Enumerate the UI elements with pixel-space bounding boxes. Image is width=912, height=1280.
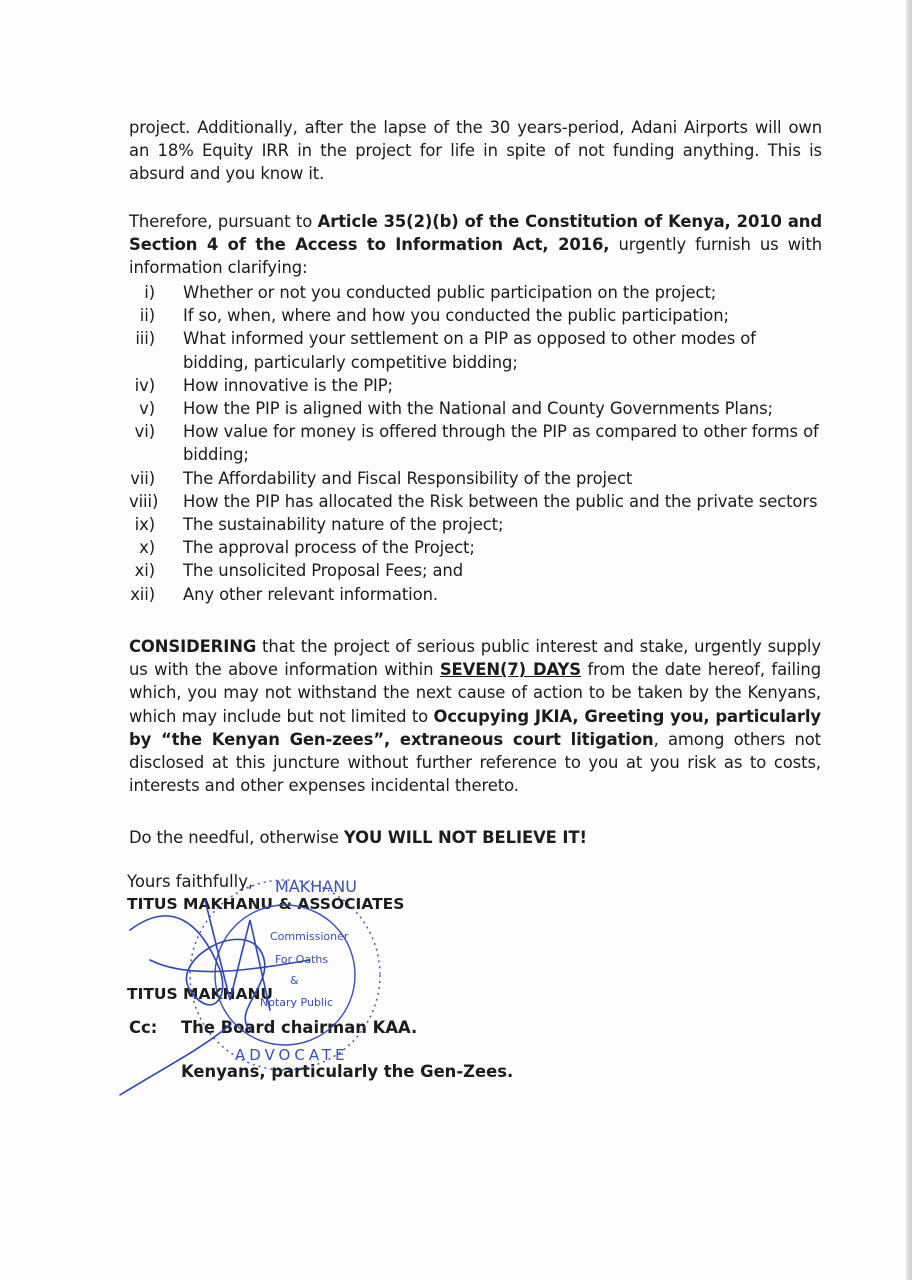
stamp-text: For Oaths: [275, 953, 329, 966]
paragraph-adani-equity: [129, 116, 822, 186]
page-edge: [906, 0, 912, 1280]
list-number: vi): [134, 422, 155, 442]
stamp-text: Notary Public: [260, 996, 334, 1009]
emphasis-text: Occupying JKIA, Greeting you, particularly by “the Kenyan Gen-zees”, extraneous court litigation: [129, 706, 821, 749]
list-number: x): [139, 538, 155, 558]
list-text: The unsolicited Proposal Fees; and: [183, 561, 464, 581]
list-text: What informed your settlement on a PIP as opposed to other modes of bidding, particularly competitive bidding;: [183, 329, 756, 372]
list-item: [129, 397, 829, 420]
list-item: [129, 374, 829, 397]
emphasis-text: YOU WILL NOT BELIEVE IT!: [343, 828, 587, 847]
cc-label: Cc:: [129, 1018, 158, 1037]
list-item: [129, 513, 829, 536]
paragraph-text: from the date hereof, failing which, you may not withstand the next cause of action to be taken by the Kenyans, which may include but not limited to: [129, 660, 821, 726]
paragraph-text: urgently furnish us with information clarifying:: [129, 235, 822, 278]
list-text: How the PIP is aligned with the National and County Governments Plans;: [183, 399, 773, 419]
list-item: [129, 559, 829, 582]
legal-reference: Article 35(2)(b) of the Constitution of Kenya, 2010 and Section 4 of the Access to Information Act, 2016,: [129, 212, 822, 255]
list-item: [129, 420, 829, 466]
stamp-text: ADVOCATE: [235, 1046, 349, 1064]
list-text: The Affordability and Fiscal Responsibility of the project: [183, 468, 633, 488]
closing-salutation: Yours faithfully,: [127, 872, 254, 891]
stamp-text: MAKHANU: [275, 877, 357, 896]
list-number: vii): [130, 468, 155, 488]
list-text: How the PIP has allocated the Risk between the public and the private sectors: [183, 491, 818, 511]
list-text: How value for money is offered through the PIP as compared to other forms of bidding;: [183, 422, 819, 465]
list-item: [129, 583, 829, 606]
list-item: [129, 490, 829, 513]
list-item: [129, 304, 829, 327]
cc-recipient: The Board chairman KAA.: [181, 1018, 418, 1037]
list-number: v): [139, 399, 155, 419]
list-number: iv): [134, 375, 155, 395]
list-number: xii): [130, 584, 155, 604]
list-text: Any other relevant information.: [183, 584, 438, 604]
emphasis-text: CONSIDERING: [129, 637, 257, 656]
paragraph-demand: [129, 635, 821, 797]
deadline-text: SEVEN(7) DAYS: [439, 660, 581, 680]
firm-name: TITUS MAKHANU & ASSOCIATES: [127, 895, 405, 913]
list-number: xi): [134, 561, 155, 581]
list-item: [129, 281, 829, 304]
stamp-text: &: [290, 974, 299, 987]
list-text: The approval process of the Project;: [183, 538, 475, 558]
list-number: iii): [135, 329, 155, 349]
commissioner-stamp-icon: [110, 860, 410, 1100]
list-number: ix): [134, 515, 155, 535]
paragraph-text: Therefore, pursuant to: [129, 212, 318, 231]
paragraph-text: , among others not disclosed at this juncture without further reference to you at you risk as to costs, interests and other expenses incidental thereto.: [129, 729, 822, 796]
list-item: [129, 467, 829, 490]
paragraph-text: Do the needful, otherwise: [129, 828, 344, 847]
paragraph-text: that the project of serious public interest and stake, urgently supply us with the above information within: [129, 637, 821, 680]
list-text: Whether or not you conducted public participation on the project;: [183, 283, 717, 302]
list-number: ii): [139, 306, 155, 326]
list-item: [129, 327, 829, 373]
signer-name: TITUS MAKHANU: [127, 985, 274, 1003]
stamp-text: Commissioner: [270, 930, 349, 943]
list-item: [129, 536, 829, 559]
paragraph-warning: [129, 826, 822, 849]
list-number: viii): [129, 491, 159, 511]
list-text: How innovative is the PIP;: [183, 375, 393, 395]
paragraph-text: project. Additionally, after the lapse of the 30 years-period, Adani Airports will own an 18% Equity IRR in the project for life in spite of not funding anything. This is absurd and you know it.: [129, 118, 822, 184]
list-text: The sustainability nature of the project;: [183, 515, 504, 535]
list-number: i): [144, 283, 155, 302]
list-text: If so, when, where and how you conducted the public participation;: [183, 306, 729, 326]
cc-recipient: Kenyans, particularly the Gen-Zees.: [181, 1062, 514, 1081]
paragraph-request-basis: [129, 210, 822, 280]
information-request-list: [129, 281, 829, 606]
